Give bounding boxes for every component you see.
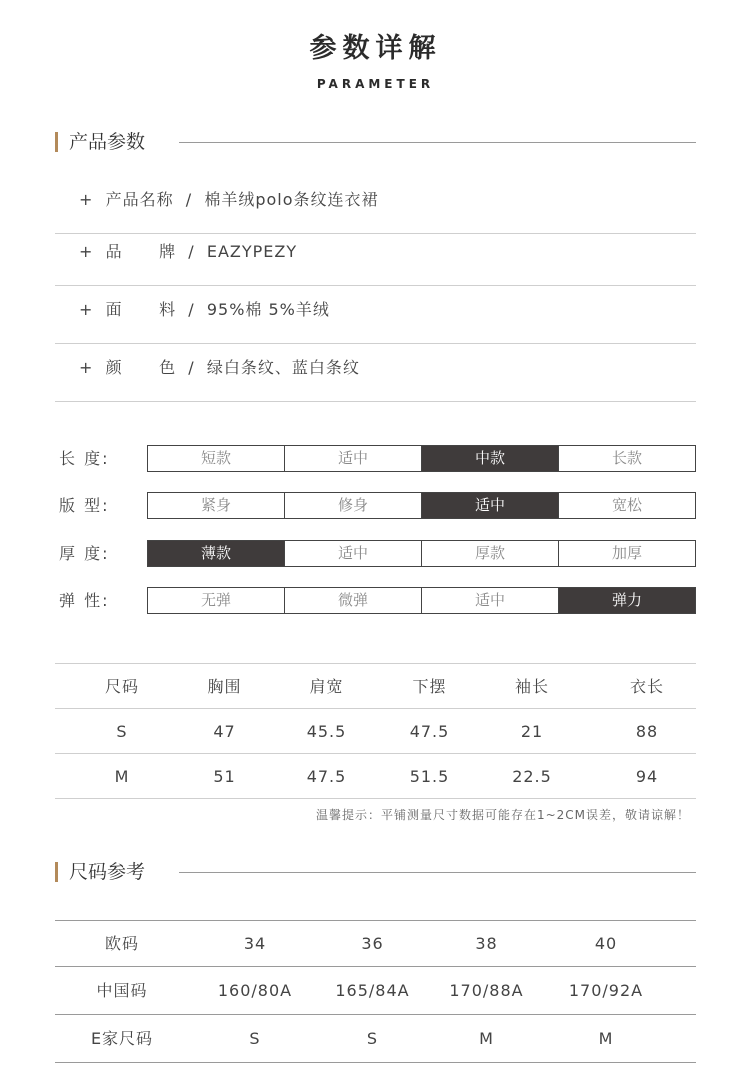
size-reference-table: [55, 920, 696, 1063]
table-cell: 22.5: [512, 767, 552, 786]
spec-options: [147, 445, 696, 472]
table-cell: 47: [213, 722, 236, 741]
table-cell: S: [116, 722, 128, 741]
spec-row-length: [55, 445, 696, 472]
spec-option: 厚款: [422, 541, 559, 566]
table-cell: 51: [213, 767, 236, 786]
table-cell: 160/80A: [217, 981, 293, 1000]
table-cell: E家尺码: [90, 1029, 154, 1048]
table-row: [55, 709, 696, 754]
spec-option: 适中: [285, 541, 422, 566]
table-row: [55, 967, 696, 1015]
spec-option: 宽松: [611, 496, 642, 514]
spec-option: 短款: [148, 446, 285, 471]
section-accent-bar: [55, 132, 58, 152]
spec-option: 无弹: [148, 588, 285, 613]
table-cell: M: [114, 767, 130, 786]
table-row: [55, 921, 696, 967]
table-cell: 47.5: [306, 767, 347, 786]
table-cell: M: [598, 1029, 614, 1048]
spec-option: 加厚: [611, 544, 642, 562]
section-header-product: [55, 130, 696, 154]
table-cell: 170/92A: [568, 981, 644, 1000]
table-cell: 51.5: [409, 767, 450, 786]
table-cell: 94: [635, 767, 659, 786]
table-cell: 45.5: [306, 722, 347, 741]
spec-option-selected: 薄款: [148, 541, 285, 566]
table-header-cell: 下摆: [412, 677, 447, 696]
param-text: + 品 牌 / EAZYPEZY: [79, 242, 298, 261]
table-header-cell: 衣长: [629, 677, 664, 696]
spec-option: 微弹: [285, 588, 422, 613]
section-title: 尺码参考: [69, 861, 146, 883]
spec-options: [147, 492, 696, 519]
table-cell: 165/84A: [335, 981, 410, 1000]
param-row-brand: [55, 228, 696, 286]
table-header-cell: 胸围: [207, 677, 242, 696]
param-row-name: [55, 176, 696, 234]
param-text: + 颜 色 / 绿白条纹、蓝白条纹: [79, 358, 360, 377]
param-text: + 面 料 / 95%棉 5%羊绒: [79, 300, 330, 319]
spec-option-selected: 中款: [422, 446, 559, 471]
param-text: + 产品名称 / 棉羊绒polo条纹连衣裙: [79, 190, 379, 209]
spec-row-elasticity: [55, 587, 696, 614]
spec-options: [147, 540, 696, 567]
table-cell: 38: [475, 934, 498, 953]
section-title: 产品参数: [69, 131, 146, 153]
table-cell: M: [479, 1029, 494, 1048]
spec-option: 修身: [285, 493, 422, 518]
table-header-cell: 袖长: [514, 677, 549, 696]
table-row: [55, 1015, 696, 1063]
table-cell: S: [249, 1029, 261, 1048]
table-cell: 34: [243, 934, 267, 953]
page-subtitle: PARAMETER: [316, 77, 435, 91]
table-cell: S: [366, 1029, 379, 1048]
section-accent-bar: [55, 862, 58, 882]
spec-row-fit: [55, 492, 696, 519]
param-row-color: [55, 344, 696, 402]
table-header-row: [55, 664, 696, 709]
spec-option-selected: 适中: [422, 493, 559, 518]
table-cell: 40: [594, 934, 618, 953]
table-cell: 170/88A: [449, 981, 524, 1000]
spec-label: 厚 度:: [59, 544, 110, 563]
spec-option: 适中: [285, 446, 422, 471]
table-header-cell: 尺码: [104, 677, 139, 696]
spec-label: 弹 性:: [59, 591, 110, 610]
spec-option: 长款: [611, 449, 642, 467]
table-cell: 21: [520, 722, 544, 741]
table-cell: 欧码: [104, 934, 139, 953]
table-cell: 中国码: [96, 981, 148, 1000]
section-header-size-ref: [55, 860, 696, 884]
table-cell: 88: [635, 722, 659, 741]
table-row: [55, 754, 696, 799]
table-cell: 36: [361, 934, 384, 953]
spec-label: 长 度:: [59, 449, 110, 468]
spec-row-thickness: [55, 540, 696, 567]
spec-option-selected: 弹力: [559, 588, 695, 613]
page-title: 参数详解: [309, 33, 442, 64]
table-cell: 47.5: [409, 722, 450, 741]
spec-option: 适中: [422, 588, 559, 613]
spec-option: 紧身: [148, 493, 285, 518]
size-table: [55, 663, 696, 799]
spec-options: [147, 587, 696, 614]
measurement-note: 温馨提示：平铺测量尺寸数据可能存在1~2CM误差，敬请谅解！: [315, 808, 690, 822]
section-divider: [179, 872, 696, 873]
spec-label: 版 型:: [59, 496, 110, 515]
table-header-cell: 肩宽: [309, 677, 344, 696]
section-divider: [179, 142, 696, 143]
param-row-fabric: [55, 286, 696, 344]
